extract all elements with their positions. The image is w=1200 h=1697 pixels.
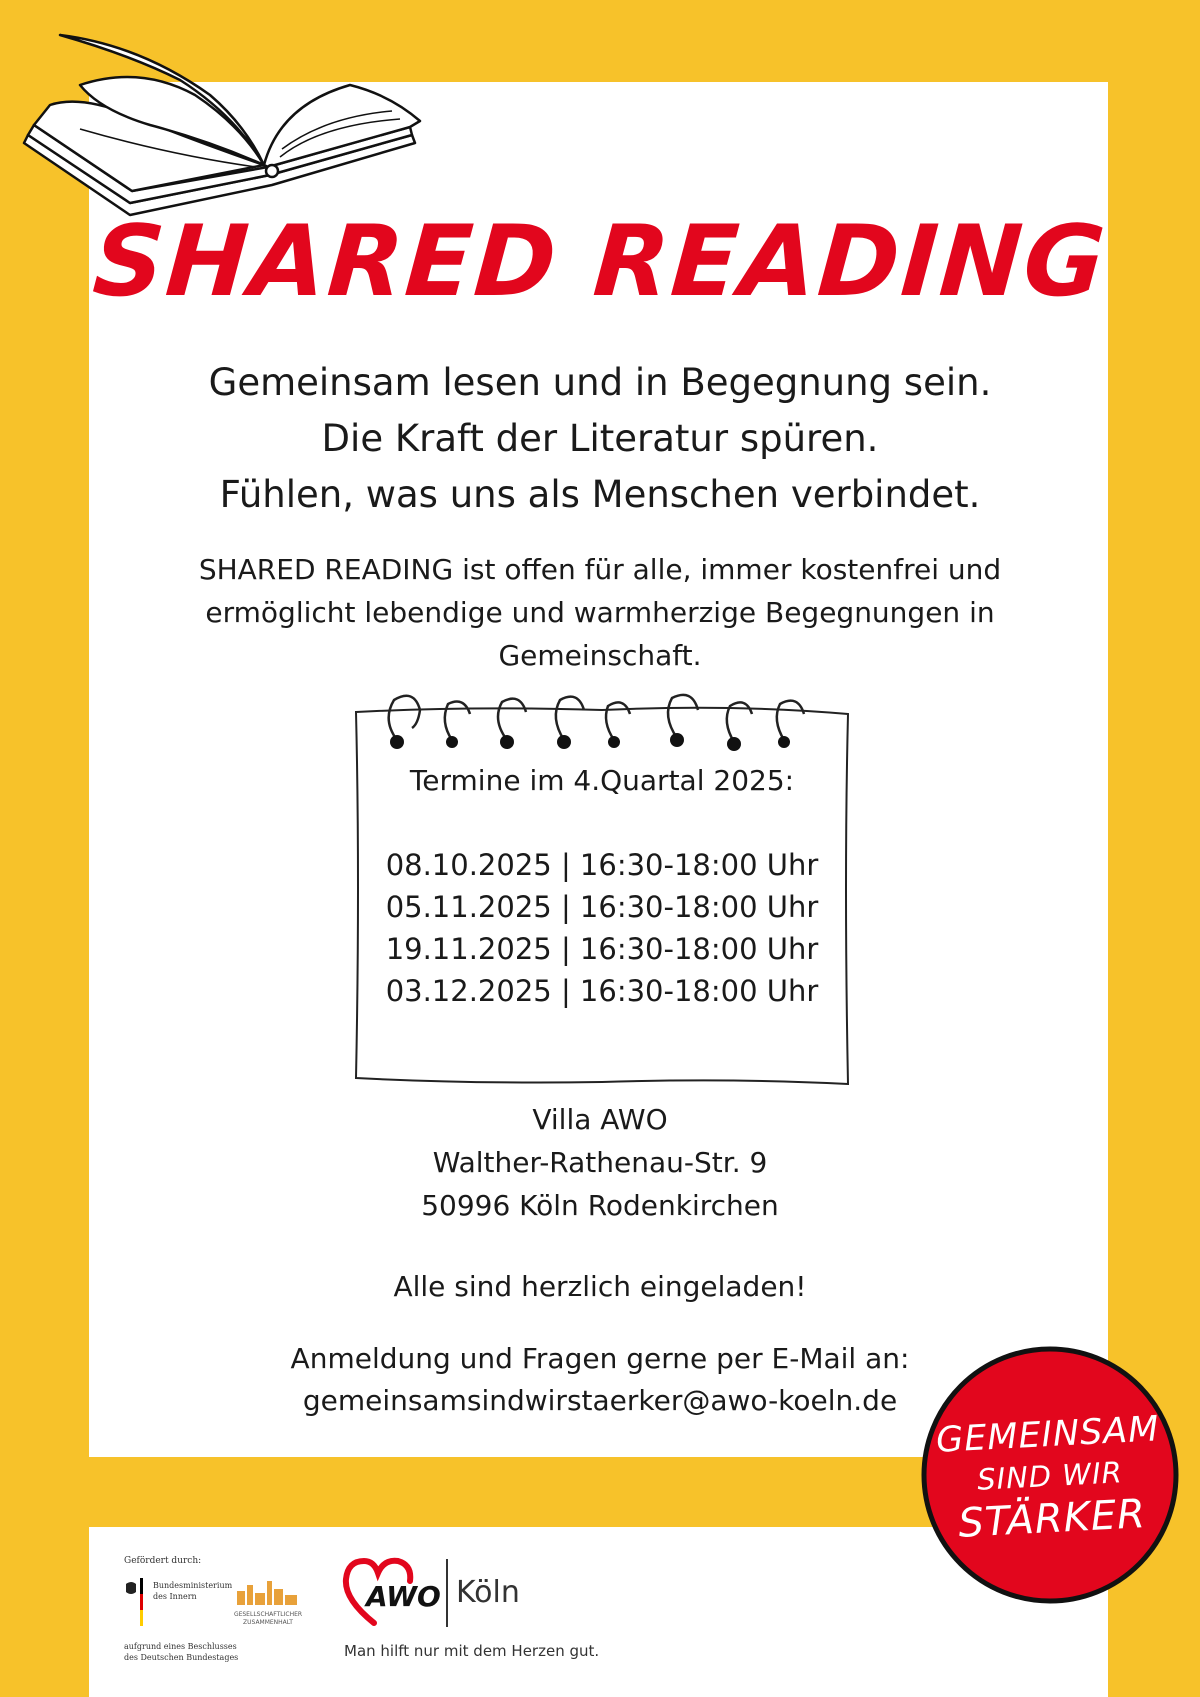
- schedule-heading: Termine im 4.Quartal 2025:: [409, 764, 795, 797]
- schedule-date: 03.12.2025 | 16:30-18:00 Uhr: [385, 974, 819, 1008]
- venue-city: 50996 Köln Rodenkirchen: [421, 1189, 779, 1222]
- resolution-line: aufgrund eines Beschlusses: [124, 1642, 237, 1651]
- venue-street: Walther-Rathenau-Str. 9: [432, 1146, 768, 1179]
- poster-title: SHARED READING: [89, 205, 1111, 319]
- contact-prompt: Anmeldung und Fragen gerne per E-Mail an:: [290, 1342, 910, 1375]
- zusammenhalt-line: GESELLSCHAFTLICHER: [233, 1611, 303, 1618]
- resolution-note: [124, 1641, 238, 1663]
- ministry-logo: [153, 1580, 232, 1602]
- open-book-icon: [20, 25, 450, 225]
- slogan-badge: [920, 1345, 1180, 1605]
- badge-line: SIND WIR: [976, 1455, 1124, 1497]
- schedule: [352, 760, 852, 1012]
- venue-name: Villa AWO: [532, 1103, 668, 1136]
- tagline: [0, 355, 1200, 523]
- invitation-text: Alle sind herzlich eingeladen!: [393, 1270, 807, 1303]
- funded-by-label: Gefördert durch:: [124, 1556, 202, 1566]
- schedule-date: 05.11.2025 | 16:30-18:00 Uhr: [385, 890, 819, 924]
- resolution-line: des Deutschen Bundestages: [124, 1653, 239, 1662]
- federal-eagle-icon: [124, 1578, 150, 1630]
- tagline-line: Fühlen, was uns als Menschen verbindet.: [219, 473, 981, 516]
- ministry-line: Bundesministerium: [153, 1581, 233, 1590]
- badge-line: STÄRKER: [957, 1491, 1148, 1547]
- awo-claim: Man hilft nur mit dem Herzen gut.: [344, 1642, 600, 1660]
- tagline-line: Die Kraft der Literatur spüren.: [321, 417, 879, 460]
- contact-email[interactable]: gemeinsamsindwirstaerker@awo-koeln.de: [302, 1384, 898, 1417]
- zusammenhalt-logo: [233, 1577, 303, 1627]
- schedule-date: 19.11.2025 | 16:30-18:00 Uhr: [385, 932, 819, 966]
- tagline-line: Gemeinsam lesen und in Begegnung sein.: [208, 361, 992, 404]
- intro-text: SHARED READING ist offen für alle, immer kostenfrei und ermöglicht lebendige und warmherzige Begegnungen in Gemeinschaft.: [198, 553, 1002, 672]
- ministry-line: des Innern: [153, 1592, 197, 1601]
- badge-line: GEMEINSAM: [935, 1409, 1161, 1461]
- awo-city: Köln: [456, 1575, 520, 1610]
- badge-text: [917, 1406, 1183, 1549]
- awo-brand: AWO: [366, 1580, 441, 1613]
- schedule-date: 08.10.2025 | 16:30-18:00 Uhr: [385, 848, 819, 882]
- venue-address: [0, 1098, 1200, 1227]
- skyline-icon: [233, 1577, 303, 1607]
- schedule-dates: [352, 844, 852, 1012]
- zusammenhalt-line: ZUSAMMENHALT: [243, 1619, 293, 1626]
